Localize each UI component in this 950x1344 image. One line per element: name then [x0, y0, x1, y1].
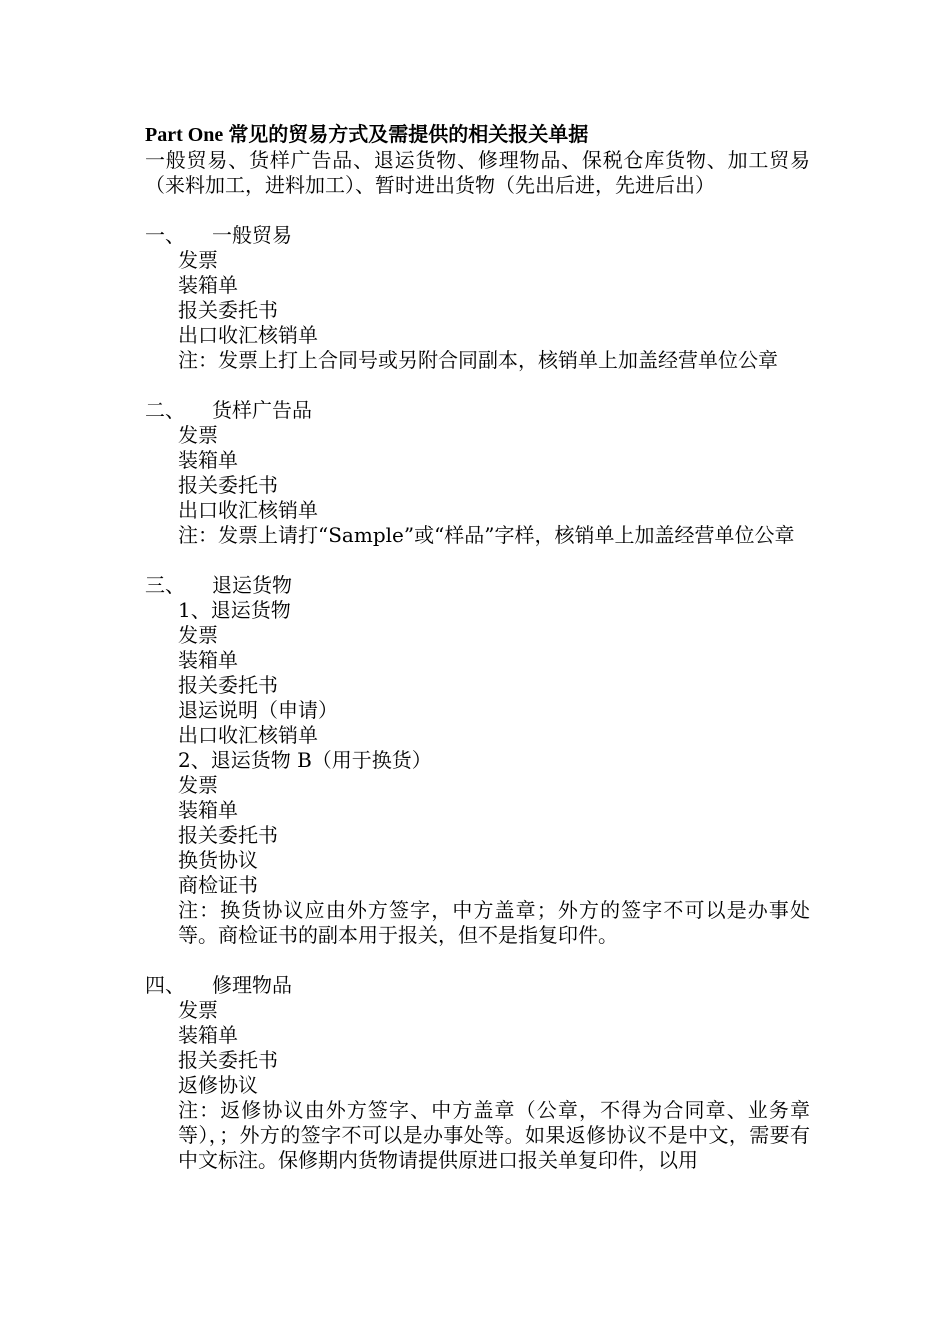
section-note: 注：返修协议由外方签字、中方盖章（公章，不得为合同章、业务章等），；外方的签字不可以是办事处等。如果返修协议不是中文，需要有中文标注。保修期内货物请提供原进口报关单复印件，以用 [178, 1098, 810, 1172]
section-title: 修理物品 [212, 973, 292, 997]
document-item: 发票 [178, 248, 218, 272]
document-item: 发票 [178, 773, 218, 797]
document-item: 发票 [178, 998, 218, 1022]
section-title: 退运货物 [212, 573, 292, 597]
document-item: 报关委托书 [178, 673, 278, 697]
document-item: 报关委托书 [178, 1048, 278, 1072]
document-item: 出口收汇核销单 [178, 723, 318, 747]
document-item: 装箱单 [178, 273, 238, 297]
section-gap [145, 948, 810, 973]
section-heading [145, 573, 810, 598]
section-number: 二、 [145, 398, 185, 422]
title-cn: 常见的贸易方式及需提供的相关报关单据 [228, 122, 589, 146]
intro-paragraph: 一般贸易、货样广告品、退运货物、修理物品、保税仓库货物、加工贸易（来料加工，进料加工）、暂时进出货物（先出后进，先进后出） [145, 148, 810, 197]
section-number: 一、 [145, 223, 185, 247]
document-item: 发票 [178, 423, 218, 447]
section-heading [145, 223, 810, 248]
document-item: 换货协议 [178, 848, 258, 872]
section-title: 一般贸易 [212, 223, 292, 247]
document-item: 装箱单 [178, 1023, 238, 1047]
document-item: 报关委托书 [178, 473, 278, 497]
document-item: 出口收汇核销单 [178, 498, 318, 522]
section-number: 三、 [145, 573, 185, 597]
document-item: 装箱单 [178, 798, 238, 822]
document-item: 商检证书 [178, 873, 258, 897]
document-item: 退运说明（申请） [178, 698, 338, 722]
document-item: 1、退运货物 [178, 598, 291, 622]
section-title: 货样广告品 [212, 398, 312, 422]
document-item: 2、退运货物 B（用于换货） [178, 748, 432, 772]
section-note: 注：换货协议应由外方签字，中方盖章；外方的签字不可以是办事处等。商检证书的副本用于报关，但不是指复印件。 [178, 898, 810, 947]
document-item: 返修协议 [178, 1073, 258, 1097]
document-item: 装箱单 [178, 448, 238, 472]
section-heading [145, 398, 810, 423]
document-item: 报关委托书 [178, 823, 278, 847]
section-note: 注：发票上打上合同号或另附合同副本，核销单上加盖经营单位公章 [178, 348, 778, 372]
section-heading [145, 973, 810, 998]
section-number: 四、 [145, 973, 185, 997]
document-page [145, 122, 810, 1173]
document-item: 发票 [178, 623, 218, 647]
document-item: 装箱单 [178, 648, 238, 672]
document-item: 报关委托书 [178, 298, 278, 322]
section-gap [145, 198, 810, 223]
document-title [145, 122, 810, 148]
section-gap [145, 548, 810, 573]
section-gap [145, 373, 810, 398]
document-item: 出口收汇核销单 [178, 323, 318, 347]
title-en: Part One [145, 124, 224, 146]
section-note: 注：发票上请打“Sample”或“样品”字样，核销单上加盖经营单位公章 [178, 523, 795, 547]
sections-container [145, 198, 810, 1173]
